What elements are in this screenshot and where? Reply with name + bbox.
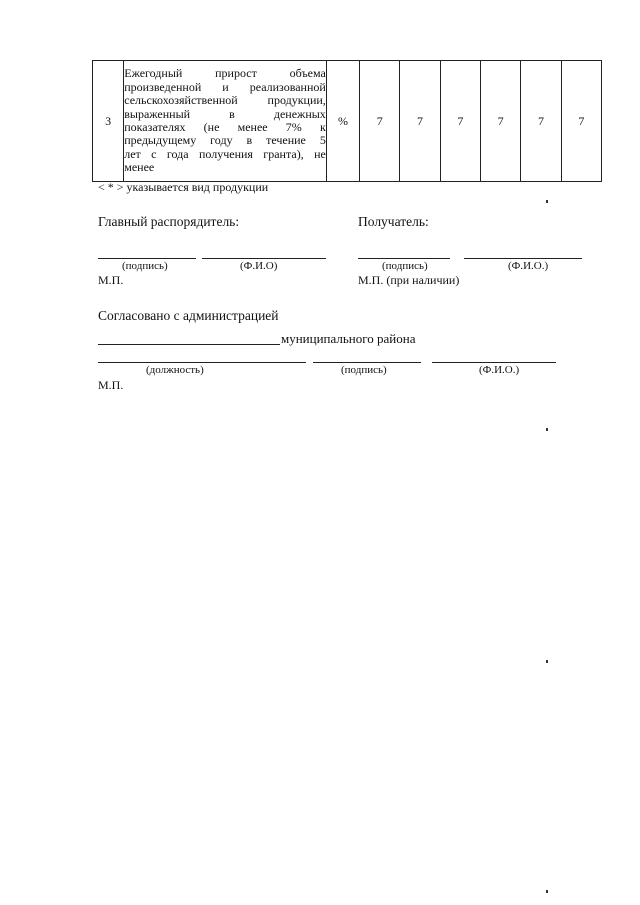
- description-line: предыдущему году в течение 5: [124, 133, 326, 148]
- scan-mark: [546, 890, 548, 893]
- scan-mark: [546, 200, 548, 203]
- value-cell: 7: [360, 61, 400, 182]
- recipient-signature-caption: (подпись): [382, 260, 428, 272]
- scan-mark: [546, 428, 548, 431]
- chief-name-line: [202, 258, 326, 259]
- position-line: [98, 362, 306, 363]
- agreement-name-caption: (Ф.И.О.): [479, 364, 520, 376]
- description-line: Ежегодный прирост объема: [124, 66, 326, 81]
- description-line: показателях (не менее 7% к: [124, 120, 326, 134]
- chief-stamp: М.П.: [98, 273, 124, 287]
- description-line: менее: [124, 160, 155, 175]
- description-line: выраженный в денежных: [124, 106, 326, 121]
- agreement-name-line: [432, 362, 556, 363]
- agreement-stamp: М.П.: [98, 378, 124, 392]
- value-cell: 7: [481, 61, 521, 182]
- agreement-signature-caption: (подпись): [341, 364, 387, 376]
- recipient-signature-line: [358, 258, 450, 259]
- chief-signature-line: [98, 258, 196, 259]
- recipient-title: Получатель:: [358, 214, 429, 229]
- description-line: лет с года получения гранта), не: [124, 146, 326, 161]
- administration-name-line: [98, 344, 280, 345]
- description-line: произведенной и реализованной: [124, 79, 326, 94]
- recipient-stamp: М.П. (при наличии): [358, 273, 460, 287]
- row-unit: %: [326, 61, 359, 182]
- indicator-table-row: [92, 60, 602, 182]
- chief-title: Главный распорядитель:: [98, 214, 240, 229]
- recipient-name-caption: (Ф.И.О.): [508, 260, 549, 272]
- value-cell: 7: [561, 61, 601, 182]
- district-suffix: муниципального района: [281, 331, 416, 346]
- row-number: 3: [93, 61, 124, 182]
- chief-name-caption: (Ф.И.О): [240, 260, 278, 272]
- position-caption: (должность): [146, 364, 204, 376]
- value-cell: 7: [521, 61, 561, 182]
- footnote: < * > указывается вид продукции: [98, 180, 269, 194]
- scan-mark: [546, 660, 548, 663]
- value-cell: 7: [400, 61, 440, 182]
- row-description: [124, 61, 327, 182]
- agreement-signature-line: [313, 362, 421, 363]
- value-cell: 7: [440, 61, 480, 182]
- chief-signature-caption: (подпись): [122, 260, 168, 272]
- description-line: сельскохозяйственной продукции,: [124, 93, 326, 108]
- recipient-name-line: [464, 258, 582, 259]
- agreement-title: Согласовано с администрацией: [98, 308, 279, 323]
